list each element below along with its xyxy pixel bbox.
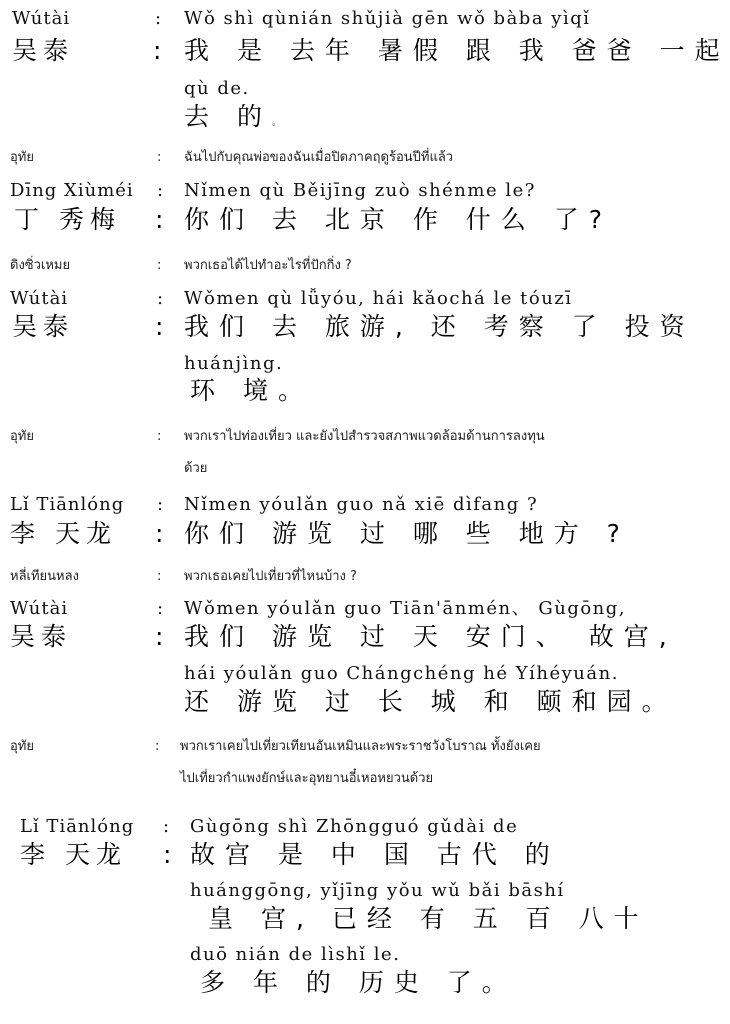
colon-separator: : — [153, 36, 172, 65]
speaker-hanzi: 吴泰 — [12, 312, 75, 341]
colon-separator: : — [155, 519, 174, 548]
pinyin-line: duō nián de lìshǐ le. — [190, 944, 401, 965]
hanzi-line: 我们 去 旅游, 还 考察 了 投资 — [184, 312, 695, 341]
hanzi-line: 环 境。 — [190, 376, 313, 405]
pinyin-line: Gùgōng shì Zhōngguó gǔdài de — [190, 816, 519, 837]
hanzi-line: 故宫 是 中 国 古代 的 — [190, 840, 560, 869]
colon-separator: : — [157, 288, 165, 309]
thai-text: พวกเราเคยไปเที่ยวเทียนอันเหมินและพระราชวังโบราณ ทั้งยังเคย — [180, 739, 541, 754]
speaker-hanzi: 丁 秀梅 — [14, 205, 121, 234]
pinyin-line: Wǒmen yóulǎn guo Tiān'ānmén、 Gùgōng, — [184, 598, 627, 619]
thai-text: พวกเราไปท่องเที่ยว และยังไปสำรวจสภาพแวดล้อมด้านการลงทุน — [184, 429, 545, 444]
hanzi-line — [184, 104, 281, 129]
hanzi-line: 皇 宫, 已经 有 五 百 八十 — [208, 904, 649, 933]
pinyin-line: huánjìng. — [184, 353, 284, 374]
colon-separator: : — [157, 598, 165, 619]
pinyin-line: hái yóulǎn guo Chángchéng hé Yíhéyuán. — [184, 663, 619, 684]
pinyin-line: Nǐmen qù Běijīng zuò shénme le? — [184, 180, 536, 201]
colon-separator: : — [163, 840, 182, 869]
speaker-hanzi: 吴泰 — [12, 36, 75, 65]
pinyin-line: Wǒ shì qùnián shǔjià gēn wǒ bàba yìqǐ — [184, 8, 591, 29]
colon-separator: : — [155, 8, 163, 29]
colon-separator: : — [157, 429, 162, 444]
colon-separator: : — [157, 494, 165, 515]
thai-text: ด้วย — [184, 461, 208, 476]
thai-text: ฉันไปกับคุณพ่อของฉันเมื่อปิดภาคฤดูร้อนปีที่แล้ว — [184, 150, 454, 165]
speaker-pinyin: Dīng Xiùméi — [10, 180, 134, 201]
speaker-pinyin: Wútài — [10, 288, 69, 309]
thai-speaker: หลี่เทียนหลง — [10, 569, 79, 584]
colon-separator: : — [157, 180, 165, 201]
thai-text: ไปเที่ยวกำแพงยักษ์และอุทยานอี๋เหอหยวนด้วย — [180, 771, 434, 786]
speaker-hanzi: 李 天龙 — [20, 840, 127, 869]
pinyin-line: huánggōng, yǐjīng yǒu wǔ bǎi bāshí — [190, 880, 565, 901]
colon-separator: : — [157, 569, 162, 584]
hanzi-line: 多 年 的 历史 了。 — [200, 968, 517, 997]
thai-text: พวกเธอได้ไปทำอะไรที่ปักกิ่ง ? — [184, 258, 352, 273]
hanzi-line: 你们 去 北京 作 什么 了? — [184, 205, 613, 234]
thai-text: พวกเธอเคยไปเที่ยวที่ไหนบ้าง ? — [184, 569, 357, 584]
speaker-hanzi: 吴泰 — [10, 622, 73, 651]
speaker-pinyin: Lǐ Tiānlóng — [20, 816, 135, 837]
pinyin-line: Wǒmen qù lǚyóu, hái kǎochá le tóuzī — [184, 288, 573, 309]
hanzi-line: 我 是 去年 暑假 跟 我 爸爸 一起 — [184, 36, 730, 65]
thai-speaker: ดิงซิ่วเหมย — [10, 258, 71, 273]
thai-speaker: อุทัย — [10, 429, 34, 444]
hanzi-line: 你们 游览 过 哪 些 地方 ? — [184, 519, 630, 548]
pinyin-line: qù de. — [184, 78, 250, 99]
speaker-pinyin: Wútài — [12, 8, 71, 29]
colon-separator: : — [157, 150, 162, 165]
colon-separator: : — [155, 205, 174, 234]
pinyin-line: Nǐmen yóulǎn guo nǎ xiē dìfang ? — [184, 494, 539, 515]
speaker-pinyin: Wútài — [10, 598, 69, 619]
period-mark: 。 — [271, 118, 281, 128]
colon-separator: : — [155, 739, 160, 754]
speaker-pinyin: Lǐ Tiānlóng — [10, 494, 125, 515]
colon-separator: : — [155, 622, 174, 651]
colon-separator: : — [155, 312, 174, 341]
colon-separator: : — [163, 816, 171, 837]
thai-speaker: อุทัย — [10, 150, 34, 165]
thai-speaker: อุทัย — [10, 739, 34, 754]
colon-separator: : — [157, 258, 162, 273]
hanzi-line: 还 游览 过 长 城 和 颐和园。 — [184, 687, 677, 716]
hanzi-line: 我们 游览 过 天 安门、 故宫, — [184, 622, 677, 651]
speaker-hanzi: 李 天龙 — [10, 519, 117, 548]
hanzi-text: 去 的 — [184, 102, 272, 131]
